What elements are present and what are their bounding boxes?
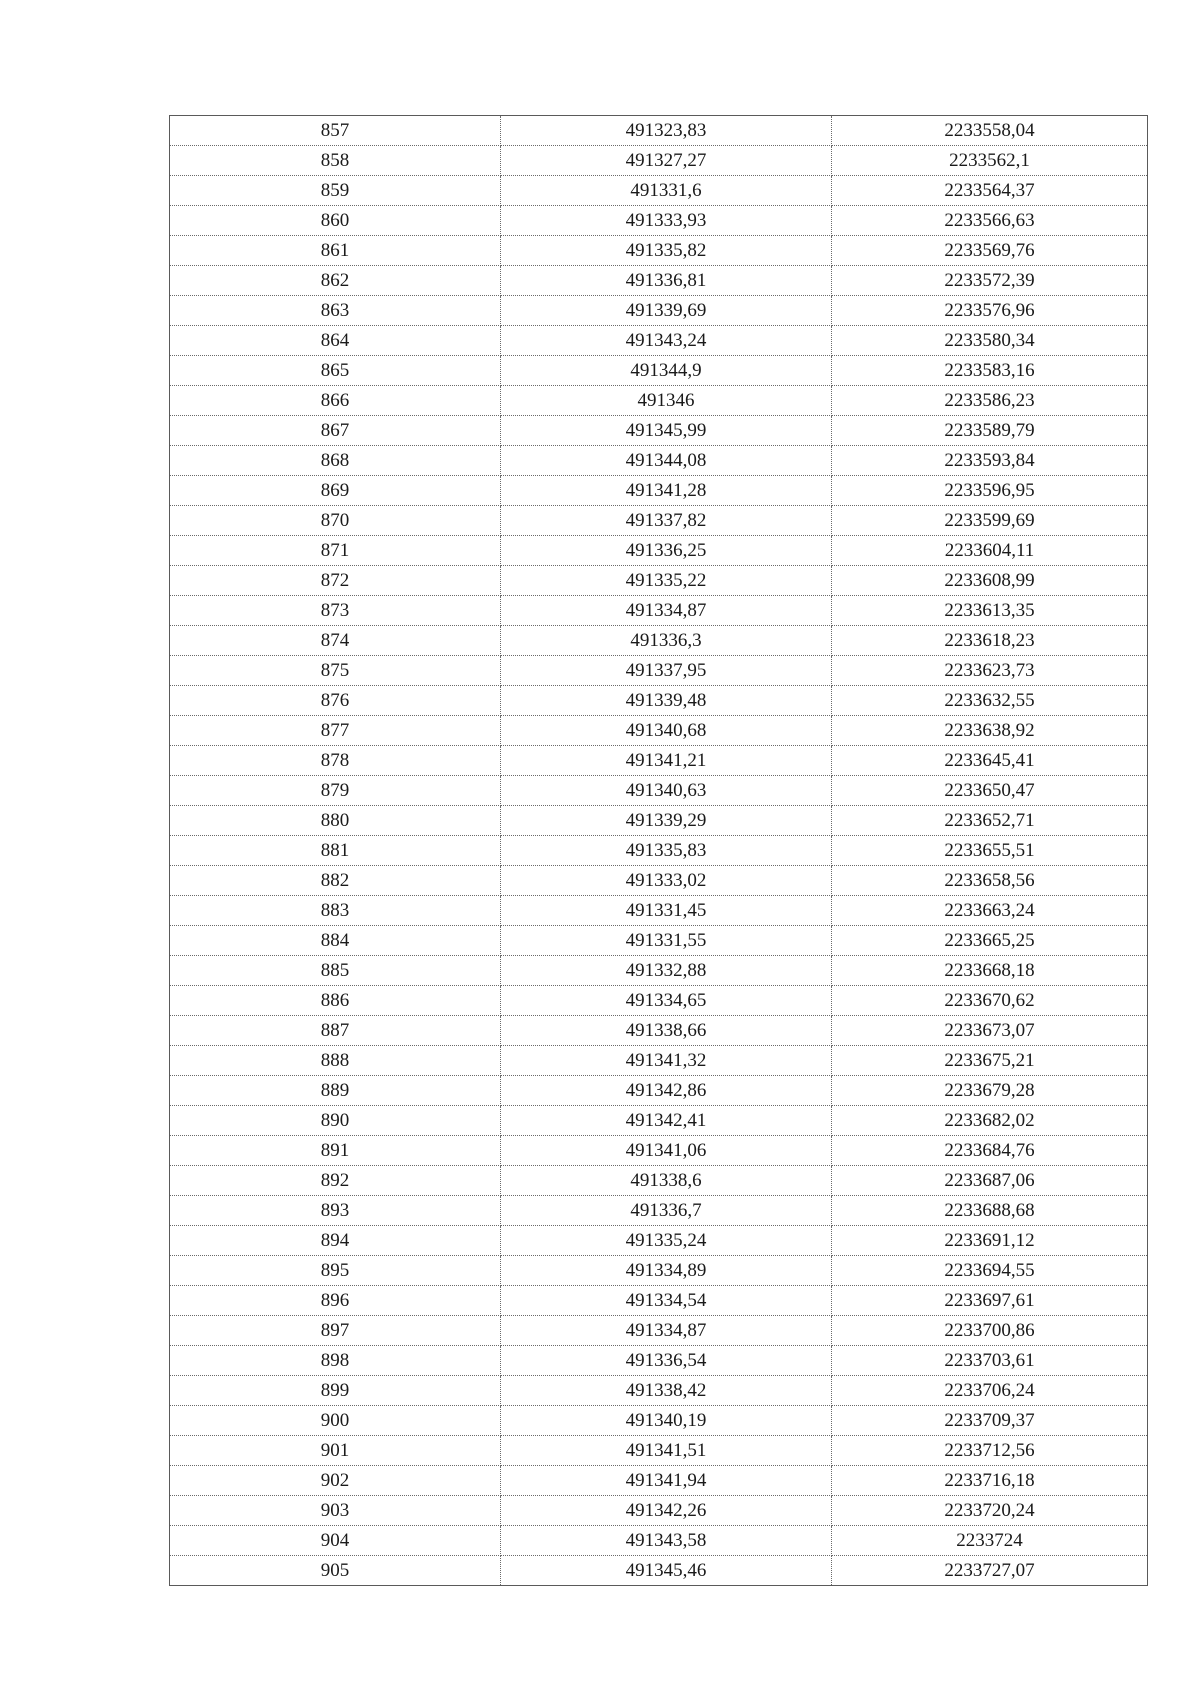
y-coordinate-cell: 2233687,06 — [832, 1166, 1148, 1196]
table-row — [170, 626, 1148, 656]
point-number-cell: 902 — [170, 1466, 501, 1496]
x-coordinate-cell: 491335,82 — [501, 236, 832, 266]
x-coordinate-cell: 491342,41 — [501, 1106, 832, 1136]
x-coordinate-cell: 491334,65 — [501, 986, 832, 1016]
table-row — [170, 1106, 1148, 1136]
table-row — [170, 1556, 1148, 1586]
point-number-cell: 905 — [170, 1556, 501, 1586]
table-row — [170, 416, 1148, 446]
point-number-cell: 890 — [170, 1106, 501, 1136]
y-coordinate-cell: 2233632,55 — [832, 686, 1148, 716]
y-coordinate-cell: 2233623,73 — [832, 656, 1148, 686]
point-number-cell: 882 — [170, 866, 501, 896]
y-coordinate-cell: 2233694,55 — [832, 1256, 1148, 1286]
y-coordinate-cell: 2233655,51 — [832, 836, 1148, 866]
table-row — [170, 926, 1148, 956]
point-number-cell: 869 — [170, 476, 501, 506]
y-coordinate-cell: 2233586,23 — [832, 386, 1148, 416]
point-number-cell: 887 — [170, 1016, 501, 1046]
y-coordinate-cell: 2233703,61 — [832, 1346, 1148, 1376]
point-number-cell: 897 — [170, 1316, 501, 1346]
x-coordinate-cell: 491344,08 — [501, 446, 832, 476]
y-coordinate-cell: 2233613,35 — [832, 596, 1148, 626]
table-row — [170, 1316, 1148, 1346]
table-row — [170, 1226, 1148, 1256]
y-coordinate-cell: 2233593,84 — [832, 446, 1148, 476]
point-number-cell: 885 — [170, 956, 501, 986]
x-coordinate-cell: 491336,54 — [501, 1346, 832, 1376]
x-coordinate-cell: 491339,29 — [501, 806, 832, 836]
point-number-cell: 899 — [170, 1376, 501, 1406]
table-row — [170, 536, 1148, 566]
y-coordinate-cell: 2233720,24 — [832, 1496, 1148, 1526]
table-row — [170, 746, 1148, 776]
point-number-cell: 898 — [170, 1346, 501, 1376]
y-coordinate-cell: 2233583,16 — [832, 356, 1148, 386]
table-row — [170, 206, 1148, 236]
x-coordinate-cell: 491346 — [501, 386, 832, 416]
x-coordinate-cell: 491339,69 — [501, 296, 832, 326]
point-number-cell: 860 — [170, 206, 501, 236]
x-coordinate-cell: 491341,51 — [501, 1436, 832, 1466]
x-coordinate-cell: 491345,46 — [501, 1556, 832, 1586]
table-row — [170, 866, 1148, 896]
y-coordinate-cell: 2233675,21 — [832, 1046, 1148, 1076]
table-row — [170, 806, 1148, 836]
table-row — [170, 1286, 1148, 1316]
table-row — [170, 596, 1148, 626]
point-number-cell: 857 — [170, 116, 501, 146]
y-coordinate-cell: 2233650,47 — [832, 776, 1148, 806]
point-number-cell: 892 — [170, 1166, 501, 1196]
y-coordinate-cell: 2233727,07 — [832, 1556, 1148, 1586]
y-coordinate-cell: 2233691,12 — [832, 1226, 1148, 1256]
y-coordinate-cell: 2233697,61 — [832, 1286, 1148, 1316]
point-number-cell: 863 — [170, 296, 501, 326]
table-row — [170, 1076, 1148, 1106]
x-coordinate-cell: 491334,87 — [501, 596, 832, 626]
y-coordinate-cell: 2233706,24 — [832, 1376, 1148, 1406]
point-number-cell: 888 — [170, 1046, 501, 1076]
table-row — [170, 656, 1148, 686]
table-row — [170, 176, 1148, 206]
y-coordinate-cell: 2233712,56 — [832, 1436, 1148, 1466]
point-number-cell: 881 — [170, 836, 501, 866]
y-coordinate-cell: 2233638,92 — [832, 716, 1148, 746]
x-coordinate-cell: 491341,21 — [501, 746, 832, 776]
y-coordinate-cell: 2233618,23 — [832, 626, 1148, 656]
y-coordinate-cell: 2233599,69 — [832, 506, 1148, 536]
table-row — [170, 506, 1148, 536]
x-coordinate-cell: 491335,83 — [501, 836, 832, 866]
point-number-cell: 884 — [170, 926, 501, 956]
y-coordinate-cell: 2233562,1 — [832, 146, 1148, 176]
point-number-cell: 896 — [170, 1286, 501, 1316]
table-row — [170, 1136, 1148, 1166]
point-number-cell: 868 — [170, 446, 501, 476]
x-coordinate-cell: 491342,86 — [501, 1076, 832, 1106]
point-number-cell: 865 — [170, 356, 501, 386]
coordinates-table-body — [170, 116, 1148, 1586]
y-coordinate-cell: 2233663,24 — [832, 896, 1148, 926]
table-row — [170, 956, 1148, 986]
x-coordinate-cell: 491345,99 — [501, 416, 832, 446]
y-coordinate-cell: 2233668,18 — [832, 956, 1148, 986]
x-coordinate-cell: 491336,3 — [501, 626, 832, 656]
point-number-cell: 874 — [170, 626, 501, 656]
x-coordinate-cell: 491341,06 — [501, 1136, 832, 1166]
point-number-cell: 876 — [170, 686, 501, 716]
x-coordinate-cell: 491339,48 — [501, 686, 832, 716]
table-row — [170, 566, 1148, 596]
point-number-cell: 873 — [170, 596, 501, 626]
table-row — [170, 1016, 1148, 1046]
y-coordinate-cell: 2233665,25 — [832, 926, 1148, 956]
table-row — [170, 326, 1148, 356]
point-number-cell: 866 — [170, 386, 501, 416]
table-row — [170, 1166, 1148, 1196]
x-coordinate-cell: 491341,28 — [501, 476, 832, 506]
x-coordinate-cell: 491332,88 — [501, 956, 832, 986]
x-coordinate-cell: 491333,93 — [501, 206, 832, 236]
table-row — [170, 236, 1148, 266]
point-number-cell: 894 — [170, 1226, 501, 1256]
point-number-cell: 875 — [170, 656, 501, 686]
table-row — [170, 1256, 1148, 1286]
table-row — [170, 986, 1148, 1016]
point-number-cell: 862 — [170, 266, 501, 296]
x-coordinate-cell: 491333,02 — [501, 866, 832, 896]
table-row — [170, 1196, 1148, 1226]
table-row — [170, 386, 1148, 416]
y-coordinate-cell: 2233688,68 — [832, 1196, 1148, 1226]
point-number-cell: 861 — [170, 236, 501, 266]
x-coordinate-cell: 491341,94 — [501, 1466, 832, 1496]
table-row — [170, 356, 1148, 386]
point-number-cell: 879 — [170, 776, 501, 806]
x-coordinate-cell: 491342,26 — [501, 1496, 832, 1526]
x-coordinate-cell: 491331,55 — [501, 926, 832, 956]
y-coordinate-cell: 2233596,95 — [832, 476, 1148, 506]
y-coordinate-cell: 2233564,37 — [832, 176, 1148, 206]
y-coordinate-cell: 2233580,34 — [832, 326, 1148, 356]
point-number-cell: 883 — [170, 896, 501, 926]
point-number-cell: 900 — [170, 1406, 501, 1436]
table-row — [170, 476, 1148, 506]
table-row — [170, 1436, 1148, 1466]
table-row — [170, 446, 1148, 476]
y-coordinate-cell: 2233569,76 — [832, 236, 1148, 266]
point-number-cell: 893 — [170, 1196, 501, 1226]
point-number-cell: 903 — [170, 1496, 501, 1526]
point-number-cell: 895 — [170, 1256, 501, 1286]
y-coordinate-cell: 2233658,56 — [832, 866, 1148, 896]
point-number-cell: 859 — [170, 176, 501, 206]
table-row — [170, 1466, 1148, 1496]
point-number-cell: 867 — [170, 416, 501, 446]
x-coordinate-cell: 491335,22 — [501, 566, 832, 596]
y-coordinate-cell: 2233684,76 — [832, 1136, 1148, 1166]
point-number-cell: 886 — [170, 986, 501, 1016]
x-coordinate-cell: 491343,24 — [501, 326, 832, 356]
y-coordinate-cell: 2233679,28 — [832, 1076, 1148, 1106]
table-row — [170, 1046, 1148, 1076]
x-coordinate-cell: 491337,82 — [501, 506, 832, 536]
coordinates-table — [169, 115, 1148, 1586]
point-number-cell: 858 — [170, 146, 501, 176]
x-coordinate-cell: 491331,6 — [501, 176, 832, 206]
point-number-cell: 872 — [170, 566, 501, 596]
y-coordinate-cell: 2233716,18 — [832, 1466, 1148, 1496]
x-coordinate-cell: 491338,66 — [501, 1016, 832, 1046]
table-row — [170, 776, 1148, 806]
point-number-cell: 889 — [170, 1076, 501, 1106]
x-coordinate-cell: 491340,68 — [501, 716, 832, 746]
x-coordinate-cell: 491334,87 — [501, 1316, 832, 1346]
x-coordinate-cell: 491336,25 — [501, 536, 832, 566]
table-row — [170, 1496, 1148, 1526]
x-coordinate-cell: 491331,45 — [501, 896, 832, 926]
table-row — [170, 1346, 1148, 1376]
table-row — [170, 1526, 1148, 1556]
x-coordinate-cell: 491323,83 — [501, 116, 832, 146]
y-coordinate-cell: 2233652,71 — [832, 806, 1148, 836]
x-coordinate-cell: 491336,81 — [501, 266, 832, 296]
x-coordinate-cell: 491327,27 — [501, 146, 832, 176]
table-row — [170, 1376, 1148, 1406]
y-coordinate-cell: 2233645,41 — [832, 746, 1148, 776]
y-coordinate-cell: 2233670,62 — [832, 986, 1148, 1016]
x-coordinate-cell: 491335,24 — [501, 1226, 832, 1256]
x-coordinate-cell: 491338,42 — [501, 1376, 832, 1406]
point-number-cell: 891 — [170, 1136, 501, 1166]
y-coordinate-cell: 2233673,07 — [832, 1016, 1148, 1046]
x-coordinate-cell: 491334,89 — [501, 1256, 832, 1286]
table-row — [170, 146, 1148, 176]
point-number-cell: 864 — [170, 326, 501, 356]
table-row — [170, 686, 1148, 716]
y-coordinate-cell: 2233572,39 — [832, 266, 1148, 296]
y-coordinate-cell: 2233682,02 — [832, 1106, 1148, 1136]
y-coordinate-cell: 2233566,63 — [832, 206, 1148, 236]
table-row — [170, 896, 1148, 926]
x-coordinate-cell: 491338,6 — [501, 1166, 832, 1196]
y-coordinate-cell: 2233589,79 — [832, 416, 1148, 446]
y-coordinate-cell: 2233724 — [832, 1526, 1148, 1556]
y-coordinate-cell: 2233700,86 — [832, 1316, 1148, 1346]
x-coordinate-cell: 491343,58 — [501, 1526, 832, 1556]
x-coordinate-cell: 491340,19 — [501, 1406, 832, 1436]
table-row — [170, 716, 1148, 746]
point-number-cell: 901 — [170, 1436, 501, 1466]
point-number-cell: 878 — [170, 746, 501, 776]
y-coordinate-cell: 2233558,04 — [832, 116, 1148, 146]
x-coordinate-cell: 491344,9 — [501, 356, 832, 386]
y-coordinate-cell: 2233576,96 — [832, 296, 1148, 326]
table-row — [170, 116, 1148, 146]
table-row — [170, 836, 1148, 866]
point-number-cell: 904 — [170, 1526, 501, 1556]
point-number-cell: 877 — [170, 716, 501, 746]
x-coordinate-cell: 491336,7 — [501, 1196, 832, 1226]
table-row — [170, 296, 1148, 326]
table-row — [170, 1406, 1148, 1436]
x-coordinate-cell: 491340,63 — [501, 776, 832, 806]
point-number-cell: 880 — [170, 806, 501, 836]
y-coordinate-cell: 2233608,99 — [832, 566, 1148, 596]
table-row — [170, 266, 1148, 296]
point-number-cell: 870 — [170, 506, 501, 536]
x-coordinate-cell: 491341,32 — [501, 1046, 832, 1076]
y-coordinate-cell: 2233604,11 — [832, 536, 1148, 566]
x-coordinate-cell: 491337,95 — [501, 656, 832, 686]
x-coordinate-cell: 491334,54 — [501, 1286, 832, 1316]
y-coordinate-cell: 2233709,37 — [832, 1406, 1148, 1436]
point-number-cell: 871 — [170, 536, 501, 566]
